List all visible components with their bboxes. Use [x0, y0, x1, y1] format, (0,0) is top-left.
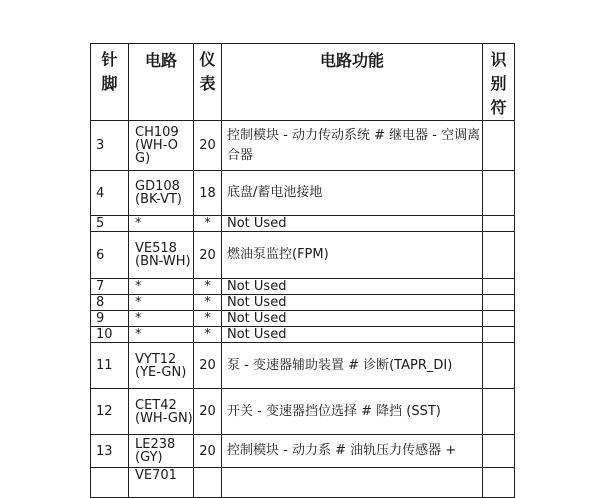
circuit-cell: *	[129, 327, 194, 343]
circuit-cell: VYT12 (YE-GN)	[129, 343, 194, 389]
identifier-cell	[483, 121, 515, 171]
table-row	[91, 435, 515, 468]
table-row	[91, 468, 515, 498]
table-row	[91, 311, 515, 327]
table-header-row	[91, 44, 515, 121]
function-cell: Not Used	[222, 327, 483, 343]
table-row	[91, 171, 515, 216]
circuit-cell: *	[129, 216, 194, 232]
function-cell: 底盘/蓄电池接地	[222, 171, 483, 216]
gauge-cell: 20	[194, 121, 222, 171]
function-cell	[222, 468, 483, 498]
gauge-cell: 20	[194, 232, 222, 279]
header-id-char: 识	[490, 50, 507, 69]
identifier-cell	[483, 389, 515, 435]
identifier-cell	[483, 171, 515, 216]
header-pin-char: 针	[101, 50, 118, 69]
pin-cell: 7	[91, 279, 129, 295]
pinout-table-container	[90, 43, 515, 498]
gauge-cell: 18	[194, 171, 222, 216]
pin-cell: 11	[91, 343, 129, 389]
function-cell: 泵 - 变速器辅助装置 # 诊断(TAPR_DI)	[222, 343, 483, 389]
gauge-cell: *	[194, 311, 222, 327]
table-row	[91, 327, 515, 343]
function-cell: Not Used	[222, 311, 483, 327]
function-cell: 控制模块 - 动力系 # 油轨压力传感器 +	[222, 435, 483, 468]
header-identifier	[483, 44, 515, 121]
gauge-cell	[194, 468, 222, 498]
header-pin-char: 脚	[101, 74, 118, 93]
pin-cell: 13	[91, 435, 129, 468]
identifier-cell	[483, 343, 515, 389]
circuit-cell: VE518 (BN-WH)	[129, 232, 194, 279]
table-row	[91, 295, 515, 311]
header-gauge-char: 表	[199, 74, 216, 93]
identifier-cell	[483, 295, 515, 311]
pin-cell: 4	[91, 171, 129, 216]
function-cell: Not Used	[222, 295, 483, 311]
pin-cell: 3	[91, 121, 129, 171]
gauge-cell: 20	[194, 435, 222, 468]
pin-cell: 10	[91, 327, 129, 343]
table-row	[91, 389, 515, 435]
circuit-cell: CET42 (WH-GN)	[129, 389, 194, 435]
identifier-cell	[483, 311, 515, 327]
table-row	[91, 216, 515, 232]
circuit-cell: *	[129, 311, 194, 327]
table-row	[91, 343, 515, 389]
pin-cell: 5	[91, 216, 129, 232]
header-id-char: 别	[490, 74, 507, 93]
identifier-cell	[483, 216, 515, 232]
pin-cell: 12	[91, 389, 129, 435]
pin-cell: 6	[91, 232, 129, 279]
gauge-cell: *	[194, 295, 222, 311]
circuit-cell: *	[129, 279, 194, 295]
gauge-cell: *	[194, 279, 222, 295]
function-cell: 开关 - 变速器挡位选择 # 降挡 (SST)	[222, 389, 483, 435]
identifier-cell	[483, 327, 515, 343]
header-circuit: 电路	[129, 44, 194, 121]
table-row	[91, 121, 515, 171]
pin-cell: 9	[91, 311, 129, 327]
circuit-cell: *	[129, 295, 194, 311]
header-gauge-char: 仪	[199, 50, 216, 69]
identifier-cell	[483, 468, 515, 498]
gauge-cell: 20	[194, 389, 222, 435]
circuit-cell: LE238 (GY)	[129, 435, 194, 468]
circuit-cell: GD108 (BK-VT)	[129, 171, 194, 216]
table-row	[91, 279, 515, 295]
identifier-cell	[483, 279, 515, 295]
table-row	[91, 232, 515, 279]
identifier-cell	[483, 232, 515, 279]
pin-cell: 8	[91, 295, 129, 311]
gauge-cell: *	[194, 216, 222, 232]
circuit-cell: CH109 (WH-OG)	[129, 121, 194, 171]
header-gauge	[194, 44, 222, 121]
function-cell: 控制模块 - 动力传动系统 # 继电器 - 空调离合器	[222, 121, 483, 171]
header-function: 电路功能	[222, 44, 483, 121]
function-cell: Not Used	[222, 216, 483, 232]
identifier-cell	[483, 435, 515, 468]
pin-cell	[91, 468, 129, 498]
pinout-table	[90, 43, 515, 498]
function-cell: 燃油泵监控(FPM)	[222, 232, 483, 279]
function-cell: Not Used	[222, 279, 483, 295]
header-id-char: 符	[490, 98, 507, 117]
gauge-cell: *	[194, 327, 222, 343]
header-pin	[91, 44, 129, 121]
circuit-cell: VE701	[129, 468, 194, 498]
gauge-cell: 20	[194, 343, 222, 389]
